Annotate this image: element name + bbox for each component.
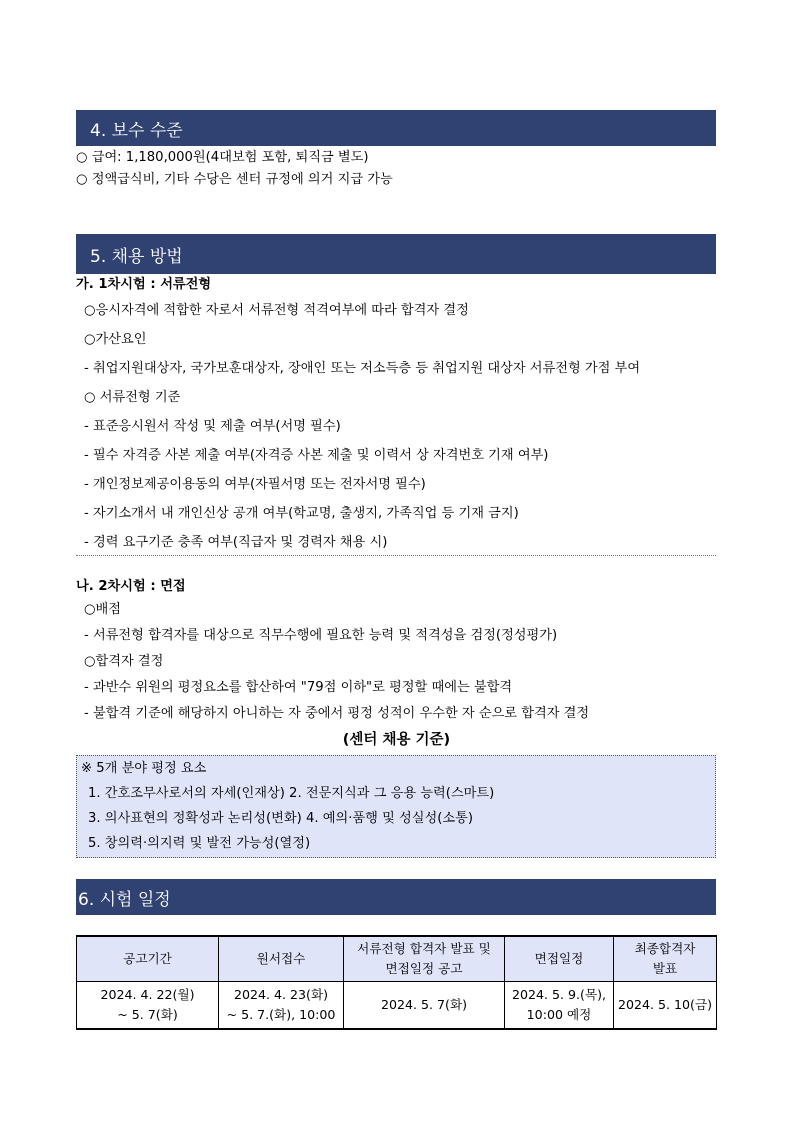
second-exam-item: ○합격자 결정 xyxy=(84,654,164,669)
cell-application: 2024. 4. 23(화) ~ 5. 7.(화), 10:00 xyxy=(219,982,344,1030)
header-interview-date: 면접일정 xyxy=(505,936,614,982)
header-final-result: 최종합격자 발표 xyxy=(614,936,717,982)
header-document-result: 서류전형 합격자 발표 및 면접일정 공고 xyxy=(344,936,505,982)
first-exam-item: - 필수 자격증 사본 제출 여부(자격증 사본 제출 및 이력서 상 자격번호 기재 여부) xyxy=(84,448,549,463)
first-exam-item: - 경력 요구기준 충족 여부(직급자 및 경력자 채용 시) xyxy=(84,535,388,550)
first-exam-title: 가. 1차시험 : 서류전형 xyxy=(76,277,212,292)
cell-interview-date: 2024. 5. 9.(목), 10:00 예정 xyxy=(505,982,614,1030)
second-exam-item: - 서류전형 합격자를 대상으로 직무수행에 필요한 능력 및 적격성을 검정(정성평가) xyxy=(84,628,558,643)
exam-schedule-table xyxy=(76,935,717,1030)
second-exam-title: 나. 2차시험 : 면접 xyxy=(76,579,186,594)
first-exam-item: ○응시자격에 적합한 자로서 서류전형 적격여부에 따라 합격자 결정 xyxy=(84,303,469,318)
criteria-box-line: 3. 의사표현의 정확성과 논리성(변화) 4. 예의·품행 및 성실성(소통) xyxy=(88,811,474,826)
table-header-row xyxy=(77,936,717,982)
section-6-title: 6. 시험 일정 xyxy=(78,889,171,910)
first-exam-item: ○ 서류전형 기준 xyxy=(84,390,181,405)
salary-line: ○ 급여: 1,180,000원(4대보험 포함, 퇴직금 별도) xyxy=(76,150,369,165)
allowance-line: ○ 정액급식비, 기타 수당은 센터 규정에 의거 지급 가능 xyxy=(76,172,393,187)
first-exam-item: ○가산요인 xyxy=(84,332,147,347)
second-exam-item: - 과반수 위원의 평정요소를 합산하여 "79점 이하"로 평정할 때에는 불합격 xyxy=(84,680,513,695)
cell-final-result: 2024. 5. 10(금) xyxy=(614,982,717,1030)
first-exam-item: - 표준응시원서 작성 및 제출 여부(서명 필수) xyxy=(84,419,341,434)
header-application: 원서접수 xyxy=(219,936,344,982)
criteria-box-line: 5. 창의력·의지력 및 발전 가능성(열정) xyxy=(88,836,311,851)
second-exam-item: - 불합격 기준에 해당하지 아니하는 자 중에서 평정 성적이 우수한 자 순으로 합격자 결정 xyxy=(84,706,590,721)
section-4-title: 4. 보수 수준 xyxy=(90,120,183,141)
table-row xyxy=(77,982,717,1030)
cell-announcement-period: 2024. 4. 22(월) ~ 5. 7(화) xyxy=(77,982,219,1030)
section-5-header xyxy=(76,234,716,274)
section-5-title: 5. 채용 방법 xyxy=(90,246,183,267)
first-exam-item: - 취업지원대상자, 국가보훈대상자, 장애인 또는 저소득층 등 취업지원 대상자 서류전형 가점 부여 xyxy=(84,361,641,376)
evaluation-criteria-box xyxy=(76,755,716,858)
first-exam-item: - 개인정보제공이용동의 여부(자필서명 또는 전자서명 필수) xyxy=(84,477,426,492)
cell-document-result: 2024. 5. 7(화) xyxy=(344,982,505,1030)
criteria-title: (센터 채용 기준) xyxy=(342,732,451,748)
criteria-box-line: 1. 간호조무사로서의 자세(인재상) 2. 전문지식과 그 응용 능력(스마트) xyxy=(88,786,495,801)
second-exam-item: ○배점 xyxy=(84,602,121,617)
dotted-divider xyxy=(76,555,716,556)
section-6-header xyxy=(76,879,716,915)
first-exam-item: - 자기소개서 내 개인신상 공개 여부(학교명, 출생지, 가족직업 등 기재 금지) xyxy=(84,506,519,521)
header-announcement-period: 공고기간 xyxy=(77,936,219,982)
criteria-box-line: ※ 5개 분야 평정 요소 xyxy=(81,761,207,776)
section-4-header xyxy=(76,110,716,146)
